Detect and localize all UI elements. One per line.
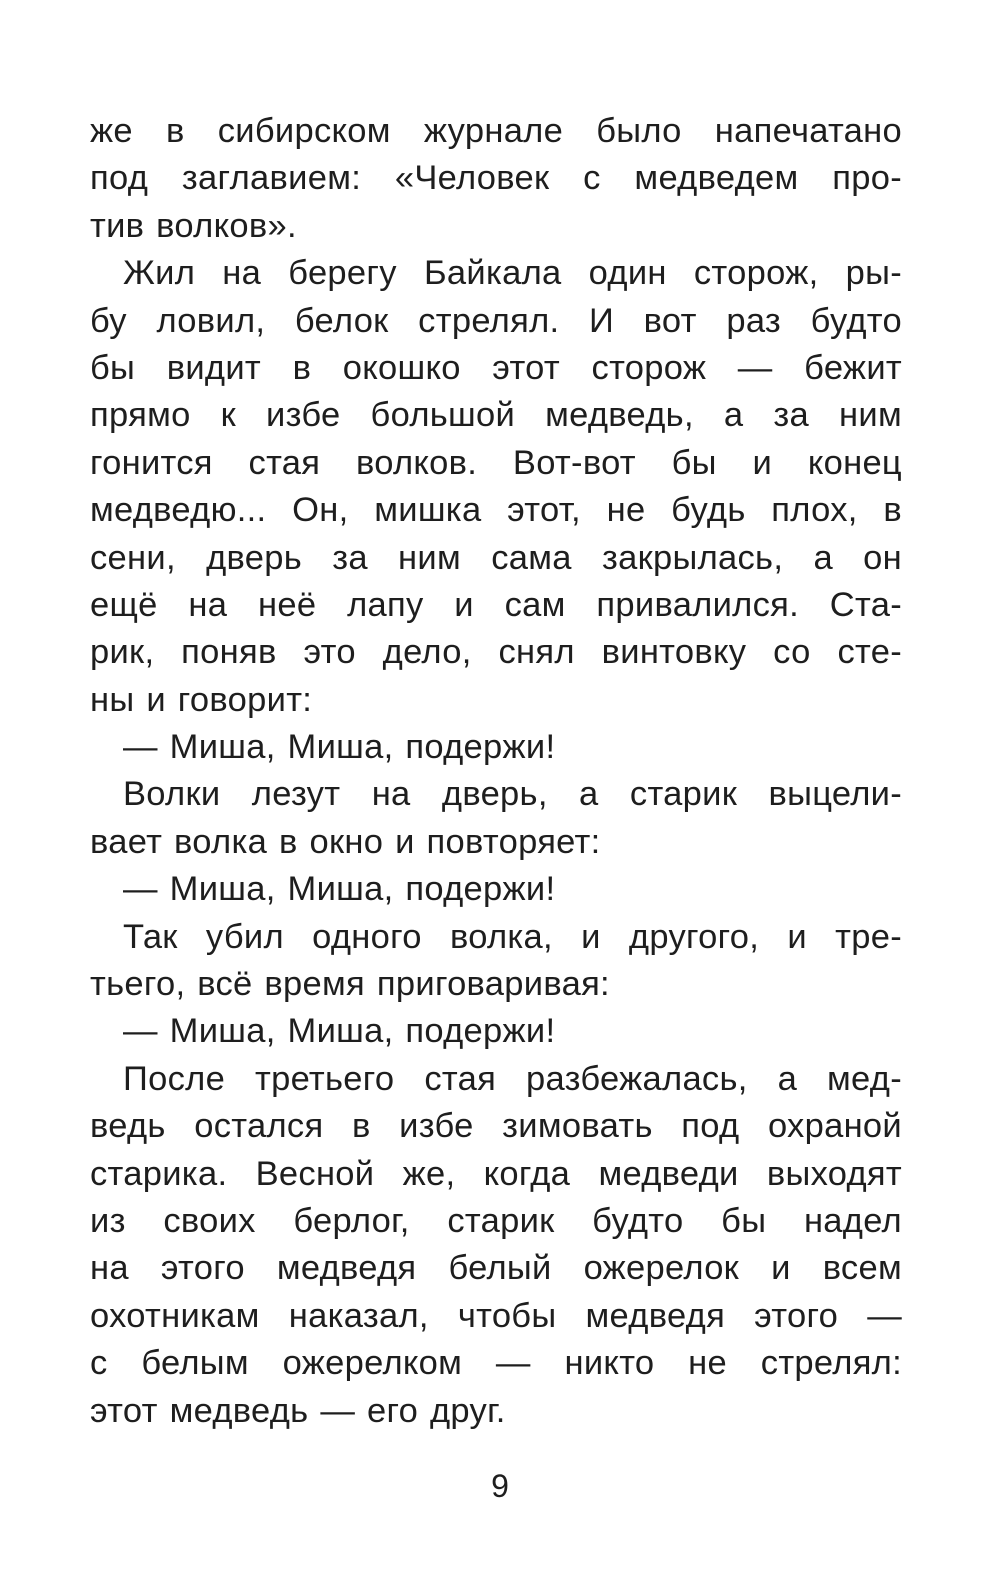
body-text <box>90 108 902 1435</box>
text-line: вает волка в окно и повторяет: <box>90 822 601 861</box>
text-line: прямо к избе большой медведь, а за ним <box>90 396 902 435</box>
text-line: тьего, всё время приговаривая: <box>90 965 610 1004</box>
text-line: из своих берлог, старик будто бы надел <box>90 1201 902 1240</box>
dialogue-line: — Миша, Миша, подержи! <box>123 870 556 909</box>
text-line: гонится стая волков. Вот-вот бы и конец <box>90 443 902 482</box>
text-line: с белым ожерелком — никто не стрелял: <box>90 1344 902 1383</box>
text-line: бу ловил, белок стрелял. И вот раз будто <box>90 301 902 340</box>
text-line: Так убил одного волка, и другого, и тре- <box>123 917 902 956</box>
text-line: охотникам наказал, чтобы медведя этого — <box>90 1296 902 1335</box>
text-line: под заглавием: «Человек с медведем про- <box>90 159 902 198</box>
text-line: Волки лезут на дверь, а старик выцели- <box>123 775 902 814</box>
page-number: 9 <box>491 1468 509 1504</box>
text-line: же в сибирском журнале было напечатано <box>90 112 902 150</box>
text-line: этот медведь — его друг. <box>90 1391 506 1430</box>
text-line: тив волков». <box>90 206 297 245</box>
text-line: медведю... Он, мишка этот, не будь плох, в <box>90 491 902 530</box>
text-line: старика. Весной же, когда медведи выходят <box>90 1154 902 1193</box>
dialogue-line: — Миша, Миша, подержи! <box>123 728 556 767</box>
text-line: После третьего стая разбежалась, а мед- <box>123 1059 902 1098</box>
dialogue-line: — Миша, Миша, подержи! <box>123 1012 556 1051</box>
text-line: ведь остался в избе зимовать под охраной <box>90 1107 902 1146</box>
text-line: сени, дверь за ним сама закрылась, а он <box>90 538 902 577</box>
text-line: бы видит в окошко этот сторож — бежит <box>90 348 902 387</box>
text-line: Жил на берегу Байкала один сторож, ры- <box>123 254 902 293</box>
text-line: ещё на неё лапу и сам привалился. Ста- <box>90 585 902 624</box>
text-line: на этого медведя белый ожерелок и всем <box>90 1249 902 1288</box>
text-line: ны и говорит: <box>90 680 313 719</box>
text-line: рик, поняв это дело, снял винтовку со сте- <box>90 633 902 672</box>
